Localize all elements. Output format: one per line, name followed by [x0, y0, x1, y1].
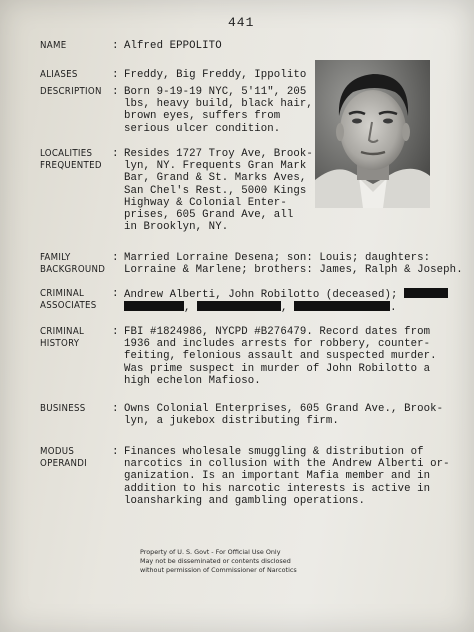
colon: : — [112, 403, 119, 415]
colon: : — [112, 446, 119, 458]
colon: : — [112, 40, 119, 52]
colon: : — [112, 148, 119, 160]
value-line: high echelon Mafioso. — [124, 374, 261, 387]
field-value — [124, 326, 437, 387]
value-line: serious ulcer condition. — [124, 122, 281, 135]
value-line — [124, 288, 448, 301]
value-line: narcotics in collusion with the Andrew Alberti or- — [124, 458, 450, 471]
footer-line: Property of U. S. Govt - For Official Use Only — [140, 548, 281, 556]
field-value — [124, 148, 313, 233]
value-line: FBI #1824986, NYCPD #B276479. Record dates from — [124, 326, 431, 338]
page-number: 441 — [228, 15, 255, 30]
value-line: Freddy, Big Freddy, Ippolito — [124, 69, 307, 81]
value-line: Bar, Grand & St. Marks Aves, — [124, 172, 307, 185]
field-label: CRIMINAL HISTORY — [40, 326, 85, 349]
field-value — [124, 252, 463, 276]
redaction-bar — [294, 301, 390, 311]
value-line: ganization. Is an important Mafia member and in — [124, 470, 431, 483]
associates-period: . — [390, 302, 397, 315]
value-line: lyn, NY. Frequents Gran Mark — [124, 160, 307, 173]
value-line: Born 9-19-19 NYC, 5'11", 205 — [124, 86, 307, 98]
value-line: lyn, a jukebox distributing firm. — [124, 415, 339, 428]
value-line: brown eyes, suffers from — [124, 110, 281, 123]
associates-text: Andrew Alberti, John Robilotto (deceased); — [124, 289, 398, 301]
value-line: Highway & Colonial Enter- — [124, 196, 287, 209]
value-line: Alfred EPPOLITO — [124, 40, 222, 52]
value-line: Owns Colonial Enterprises, 605 Grand Ave., Brook- — [124, 403, 444, 415]
footer-line: May not be disseminated or contents disclosed — [140, 557, 291, 565]
redaction-bar — [404, 288, 448, 298]
colon: : — [112, 86, 119, 98]
colon: : — [112, 326, 119, 338]
field-label: NAME — [40, 40, 67, 51]
field-label: ALIASES — [40, 69, 78, 80]
value-line: , , . — [124, 301, 448, 314]
field-value — [124, 40, 222, 52]
redaction-bar — [197, 301, 281, 311]
value-line: 1936 and includes arrests for robbery, counter- — [124, 338, 431, 351]
value-line: Resides 1727 Troy Ave, Brook- — [124, 148, 313, 160]
value-line: feiting, felonious assault and suspected murder. — [124, 350, 437, 363]
portrait-image — [315, 60, 430, 208]
official-use-footer — [140, 548, 360, 575]
field-value — [124, 446, 450, 507]
value-line: Finances wholesale smuggling & distribution of — [124, 446, 424, 458]
field-label: MODUS OPERANDI — [40, 446, 88, 469]
field-label: DESCRIPTION — [40, 86, 102, 97]
value-line: Was prime suspect in murder of John Robilotto a — [124, 362, 431, 375]
value-line: Lorraine & Marlene; brothers: James, Ralph & Joseph. — [124, 264, 463, 277]
redaction-bar — [124, 301, 184, 311]
field-value — [124, 403, 443, 427]
mugshot-photo — [315, 60, 430, 208]
value-line: addition to his narcotic interests is active in — [124, 482, 431, 495]
value-line: loansharking and gambling operations. — [124, 494, 366, 507]
field-label: BUSINESS — [40, 403, 86, 414]
footer-line: without permission of Commissioner of Narcotics — [140, 566, 297, 574]
value-line: lbs, heavy build, black hair, — [124, 98, 313, 111]
value-line: in Brooklyn, NY. — [124, 221, 229, 234]
field-value — [124, 288, 448, 314]
value-line: San Chel's Rest., 5000 Kings — [124, 184, 307, 197]
value-line: Married Lorraine Desena; son: Louis; daughters: — [124, 252, 431, 264]
field-label: FAMILY BACKGROUND — [40, 252, 106, 275]
field-label: LOCALITIES FREQUENTED — [40, 148, 102, 171]
colon: : — [112, 69, 119, 81]
colon: : — [112, 252, 119, 264]
field-value — [124, 86, 313, 135]
colon: : — [112, 288, 119, 300]
value-line: prises, 605 Grand Ave, all — [124, 209, 294, 222]
field-value — [124, 69, 306, 81]
field-label: CRIMINAL ASSOCIATES — [40, 288, 97, 311]
